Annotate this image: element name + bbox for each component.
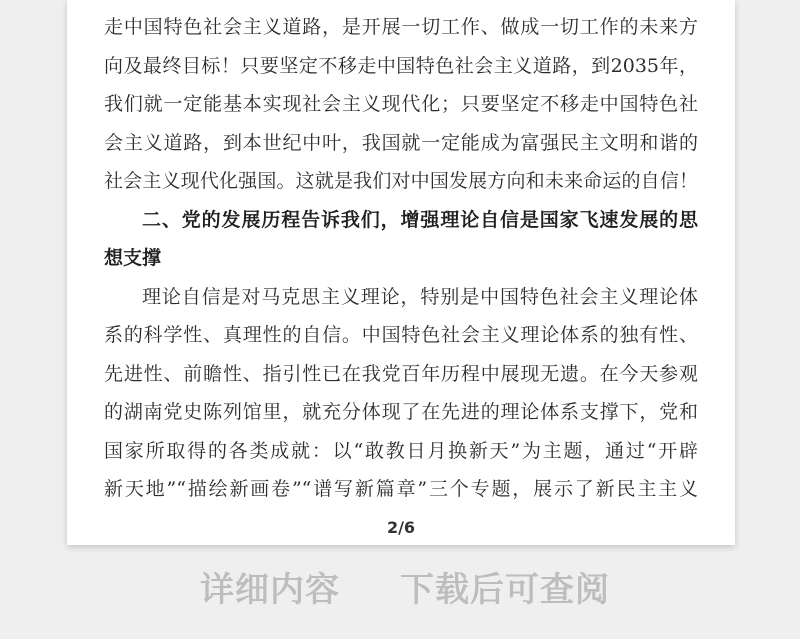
body-line: 向及最终目标！只要坚定不移走中国特色社会主义道路，到2035年，: [104, 54, 698, 77]
download-prompt: [0, 562, 800, 612]
section-heading: 二、党的发展历程告诉我们，增强理论自信是国家飞速发展的思: [142, 208, 698, 231]
document-body: [104, 8, 698, 509]
page-number: 2/6: [386, 518, 416, 537]
body-line: 我们就一定能基本实现社会主义现代化；只要坚定不移走中国特色社: [104, 93, 698, 115]
body-line: 系的科学性、真理性的自信。中国特色社会主义理论体系的独有性、: [104, 324, 698, 346]
section-heading: 想支撑: [104, 247, 162, 269]
body-line: 理论自信是对马克思主义理论，特别是中国特色社会主义理论体: [142, 285, 698, 308]
body-line: 新天地”“描绘新画卷”“谱写新篇章”三个专题，展示了新民主主义: [104, 478, 698, 500]
body-line: 会主义道路，到本世纪中叶，我国就一定能成为富强民主文明和谐的: [104, 131, 698, 154]
body-line: 国家所取得的各类成就：以“敢教日月换新天”为主题，通过“开辟: [104, 439, 698, 462]
download-hint: 下载后可查阅: [400, 570, 610, 610]
body-line: 的湖南党史陈列馆里，就充分体现了在先进的理论体系支撑下，党和: [104, 401, 698, 423]
body-line: 走中国特色社会主义道路，是开展一切工作、做成一切工作的未来方: [104, 16, 698, 38]
body-line: 社会主义现代化强国。这就是我们对中国发展方向和未来命运的自信！: [104, 170, 698, 192]
document-page: [67, 0, 735, 545]
details-label: 详细内容: [200, 570, 340, 610]
body-line: 先进性、前瞻性、指引性已在我党百年历程中展现无遗。在今天参观: [104, 362, 698, 385]
